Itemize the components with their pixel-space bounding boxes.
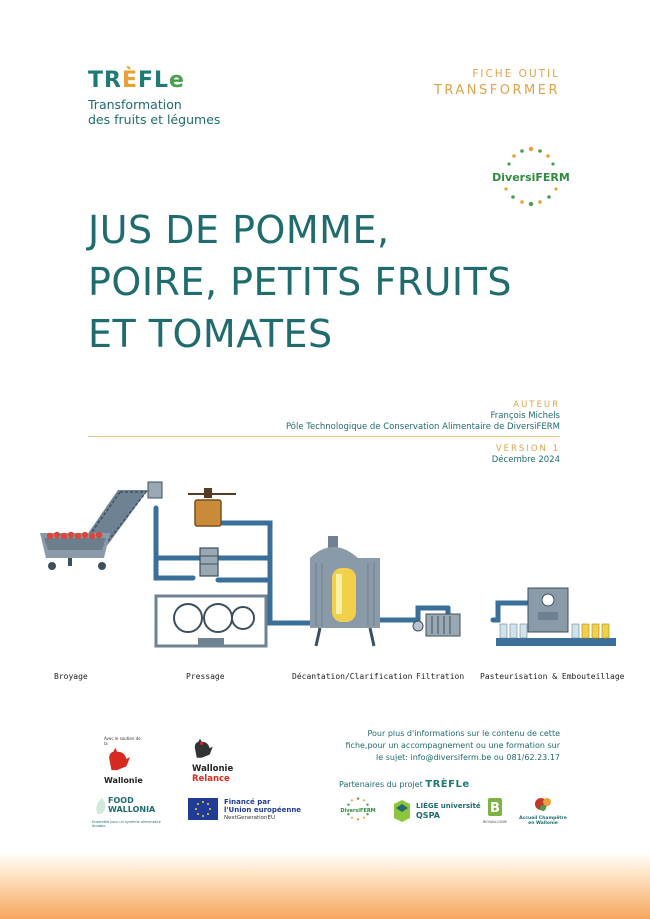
footer-gradient (0, 852, 650, 919)
bio-letter-icon (488, 798, 502, 816)
partner-liege-logo: LIÈGE université QSPA (392, 800, 482, 824)
partner-accueil-logo: Accueil Champêtre en Wallonie (518, 796, 568, 826)
rooster-icon (192, 738, 216, 760)
eu-funding-logo: Financé par l'Union européenne NextGenerationEU (188, 798, 298, 824)
wallonie-logo: Avec le soutien de la Wallonie (104, 736, 143, 785)
author-affiliation: Pôle Technologique de Conservation Alimentaire de DiversiFERM (285, 422, 560, 432)
diversiferm-label: DiversiFERM (492, 171, 570, 184)
trefle-wordmark: TRÈFLe (88, 68, 185, 93)
crusher-machine (40, 482, 162, 570)
wallonie-relance-logo: Wallonie Relance (192, 738, 242, 784)
author-block (286, 400, 560, 433)
partner-diversiferm-logo: DiversiFERM (338, 796, 378, 814)
step-filtration: Filtration (416, 672, 465, 681)
flower-icon (533, 796, 553, 812)
fiche-line2: TRANSFORMER (433, 83, 560, 98)
contact-info: Pour plus d'informations sur le contenu de cette fiche,pour un accompagnement ou une formation sur le sujet: info@diversiferm.be ou 081/62.23.17 (345, 729, 560, 762)
partner-biowallonie-logo: B BIOWALLONIE (478, 798, 512, 824)
pasteurizer-machine (496, 588, 616, 646)
divider (88, 436, 560, 437)
step-pressage: Pressage (186, 672, 225, 681)
page-title: JUS DE POMME, POIRE, PETITS FRUITS ET TOMATES (88, 208, 512, 356)
rooster-icon (104, 746, 132, 772)
decanting-tank (310, 536, 380, 646)
fiche-type (434, 68, 560, 98)
version-date: Décembre 2024 (491, 455, 560, 465)
step-pasteurisation: Pasteurisation & Embouteillage (480, 672, 625, 681)
process-illustration (38, 478, 618, 663)
diversiferm-logo (488, 143, 574, 209)
version-label: VERSION 1 (495, 444, 560, 454)
step-decantation: Décantation/Clarification (292, 672, 413, 681)
liege-emblem-icon (392, 800, 412, 822)
author-name: François Michels (490, 411, 560, 421)
fiche-line1: FICHE OUTIL (472, 68, 560, 80)
press-machines (156, 488, 266, 646)
partners-heading: Partenaires du projet TRÈFLe (339, 779, 470, 790)
version-block (492, 444, 560, 466)
leaf-icon (94, 796, 110, 816)
step-broyage: Broyage (54, 672, 88, 681)
trefle-subtitle: Transformation des fruits et légumes (88, 97, 221, 127)
eu-flag-icon (188, 798, 218, 820)
svg-text:B: B (490, 801, 500, 816)
trefle-logo (88, 68, 220, 127)
food-wallonia-logo: FOOD WALLONIA Ensemble pour un système alimentaire durable (92, 796, 161, 828)
author-label: AUTEUR (513, 400, 560, 410)
